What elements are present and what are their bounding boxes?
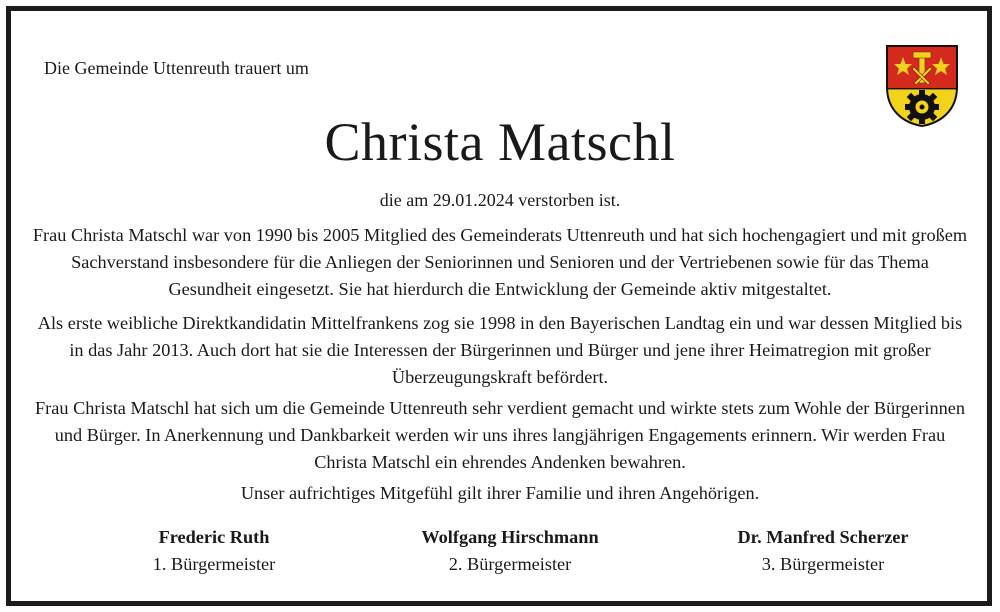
signatory-name: Frederic Ruth (158, 527, 270, 547)
signature-block (360, 524, 660, 578)
signatory-role: 2. Bürgermeister (448, 554, 572, 574)
signatory-role: 1. Bürgermeister (152, 554, 276, 574)
paragraph-condolence: Unser aufrichtiges Mitgefühl gilt ihrer Familie und ihren Angehörigen. (240, 483, 760, 503)
paragraph-landtag: Als erste weibliche Direktkandidatin Mittelfrankens zog sie 1998 in den Bayerischen Landtag ein und war dessen Mitglied bis in das Jahr 2013. Auch dort hat sie die Interessen der Bürgerinnen und Bürger und jene ihrer Heimatregion mit großer Überzeugungskraft befördert. (37, 313, 963, 387)
intro-line: Die Gemeinde Uttenreuth trauert um (44, 58, 309, 78)
death-date-line: die am 29.01.2024 verstorben ist. (379, 190, 621, 210)
signature-block (64, 524, 364, 578)
signatory-name: Wolfgang Hirschmann (421, 527, 599, 547)
notice-border (6, 6, 992, 606)
coat-of-arms-icon (884, 43, 960, 128)
paragraph-tribute: Frau Christa Matschl hat sich um die Gemeinde Uttenreuth sehr verdient gemacht und wirkte stets zum Wohle der Bürgerinnen und Bürger. In Anerkennung und Dankbarkeit werden wir uns ihres langjährigen Engagements erinnern. Wir werden Frau Christa Matschl ein ehrendes Andenken bewahren. (35, 398, 965, 472)
deceased-name: Christa Matschl (324, 112, 676, 172)
signature-block (673, 524, 973, 578)
signatory-role: 3. Bürgermeister (761, 554, 885, 574)
paragraph-council: Frau Christa Matschl war von 1990 bis 2005 Mitglied des Gemeinderats Uttenreuth und hat sich hochengagiert und mit großem Sachverstand insbesondere für die Anliegen der Seniorinnen und Senioren und der Vertriebenen sowie für das Thema Gesundheit eingesetzt. Sie hat hierdurch die Entwicklung der Gemeinde aktiv mitgestaltet. (32, 225, 968, 299)
signatory-name: Dr. Manfred Scherzer (737, 527, 909, 547)
